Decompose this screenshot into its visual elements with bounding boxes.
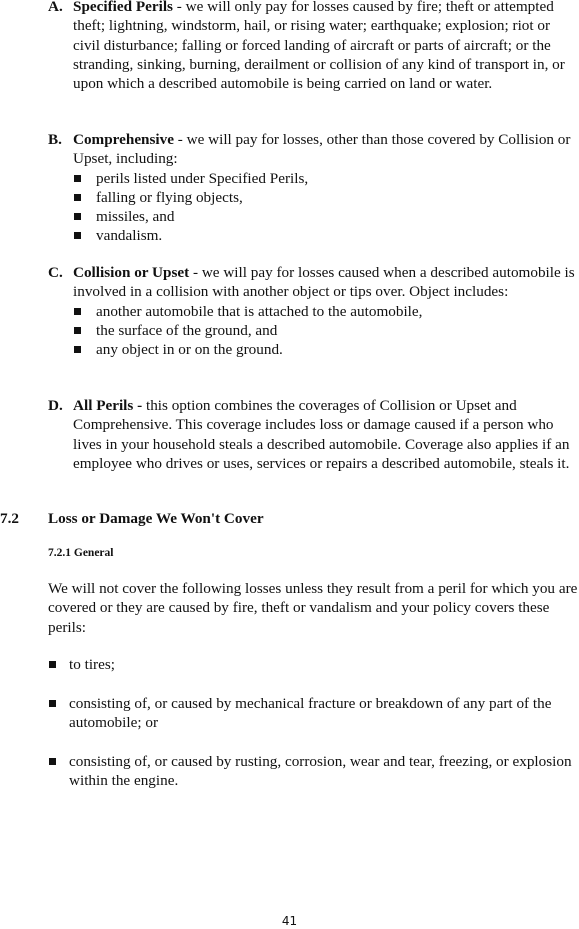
- item-body: [73, 0, 579, 93]
- square-bullet-icon: [74, 213, 81, 220]
- square-bullet-icon: [49, 700, 56, 707]
- list-item: missiles, and: [73, 207, 579, 226]
- coverage-item-b: [48, 130, 579, 246]
- item-title: Collision or Upset: [73, 264, 190, 281]
- item-letter: B.: [48, 131, 62, 148]
- intro-paragraph: We will not cover the following losses unless they result from a peril for which you are covered or they are caused by fire, theft or vandalism and your policy covers these perils:: [48, 580, 578, 636]
- exclusion-text: consisting of, or caused by rusting, corrosion, wear and tear, freezing, or explosion within the engine.: [69, 753, 572, 790]
- item-title: All Perils -: [73, 397, 143, 414]
- item-body: [73, 263, 579, 359]
- exclusion-item: [48, 694, 578, 733]
- square-bullet-icon: [74, 327, 81, 334]
- square-bullet-icon: [74, 232, 81, 239]
- item-text: - we will only pay for losses caused by fire; theft or attempted theft; lightning, windstorm, hail, or rising water; earthquake; explosion; riot or civil disturbance; falling or forced landing of aircraft or parts of aircraft; or the stranding, sinking, burning, derailment or collision of any kind of transport in, or upon which a described automobile is being carried on land or water.: [73, 0, 565, 93]
- square-bullet-icon: [49, 758, 56, 765]
- exclusion-text: to tires;: [69, 656, 115, 673]
- item-title: Comprehensive: [73, 131, 174, 148]
- item-title: Specified Perils: [73, 0, 173, 15]
- square-bullet-icon: [49, 661, 56, 668]
- exclusion-item: [48, 655, 578, 674]
- item-description: [73, 130, 579, 169]
- bullet-list: [73, 169, 579, 246]
- square-bullet-icon: [74, 346, 81, 353]
- square-bullet-icon: [74, 194, 81, 201]
- page-number: 41: [281, 914, 298, 928]
- bullet-list: [73, 302, 579, 360]
- item-letter: D.: [48, 397, 63, 414]
- exclusion-text: consisting of, or caused by mechanical fracture or breakdown of any part of the automobile; or: [69, 695, 552, 732]
- list-item: falling or flying objects,: [73, 188, 579, 207]
- item-body: [73, 396, 579, 473]
- coverage-item-a: [48, 0, 579, 93]
- item-letter: A.: [48, 0, 63, 15]
- list-item: the surface of the ground, and: [73, 321, 579, 340]
- section-number: 7.2: [0, 510, 19, 527]
- square-bullet-icon: [74, 308, 81, 315]
- item-body: [73, 130, 579, 246]
- coverage-item-d: [48, 396, 579, 473]
- exclusion-item: [48, 752, 578, 791]
- item-text: this option combines the coverages of Collision or Upset and Comprehensive. This coverage includes loss or damage caused if a person who lives in your household steals a described automobile. Coverage also applies if an employee who drives or uses, services or repairs a described automobile, steals it.: [73, 397, 570, 472]
- list-item: another automobile that is attached to the automobile,: [73, 302, 579, 321]
- item-text: - we will pay for losses caused when a described automobile is involved in a collision with another object or tips over. Object includes:: [73, 264, 575, 301]
- item-letter: C.: [48, 264, 63, 281]
- section-title: Loss or Damage We Won't Cover: [48, 510, 264, 527]
- list-item: vandalism.: [73, 226, 579, 245]
- item-description: [73, 263, 579, 302]
- list-item: any object in or on the ground.: [73, 340, 579, 359]
- item-text: - we will pay for losses, other than those covered by Collision or Upset, including:: [73, 131, 571, 168]
- subsection-heading: 7.2.1 General: [48, 547, 114, 559]
- coverage-item-c: [48, 263, 579, 359]
- square-bullet-icon: [74, 175, 81, 182]
- list-item: perils listed under Specified Perils,: [73, 169, 579, 188]
